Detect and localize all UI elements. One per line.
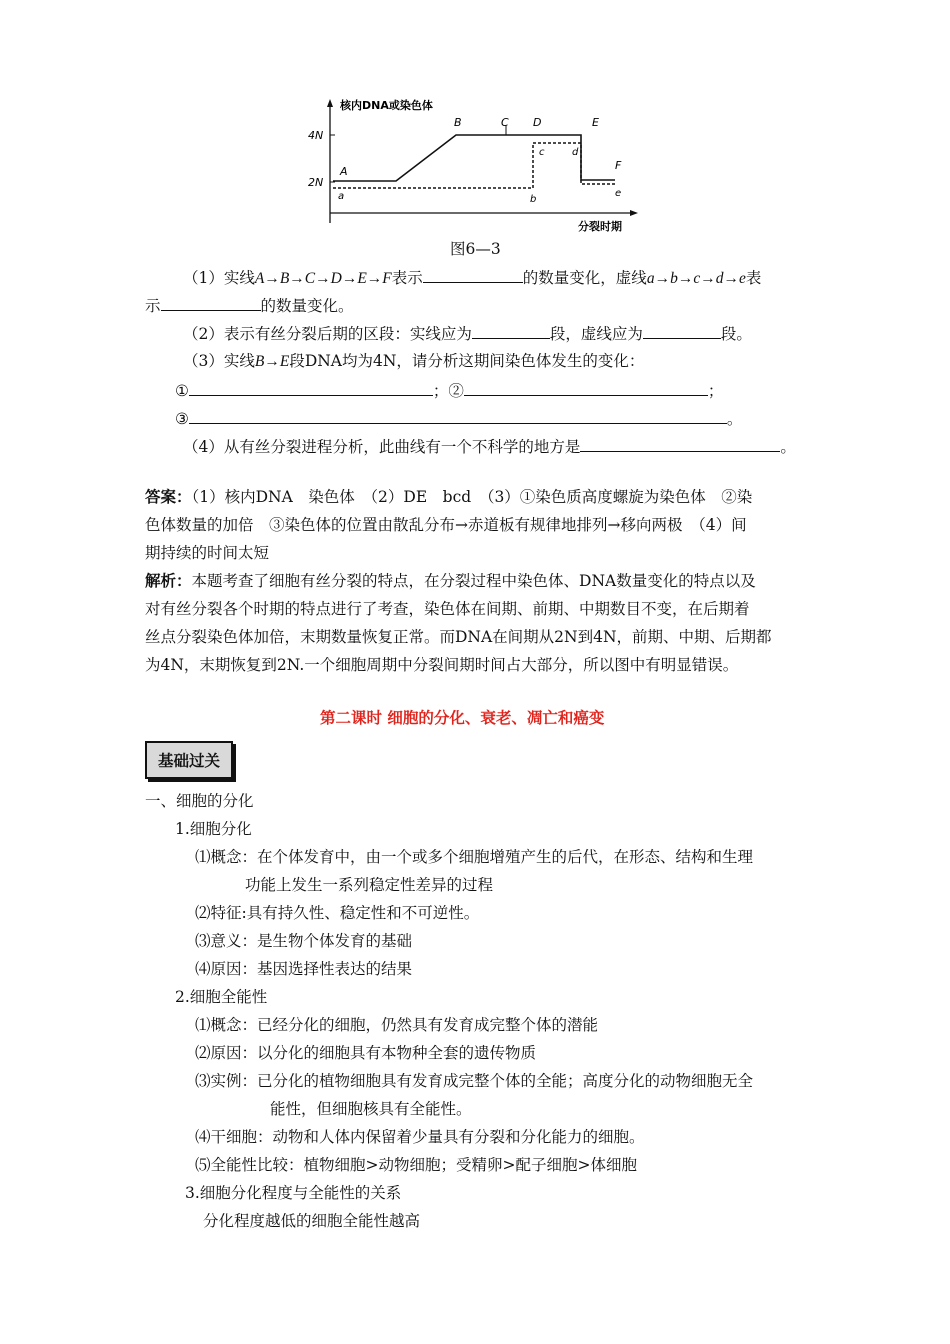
analysis-line4: 为4N，末期恢复到2N.一个细胞周期中分裂间期时间占大部分，所以图中有明显错误。 <box>145 656 739 674</box>
analysis-line1: 解析：本题考查了细胞有丝分裂的特点，在分裂过程中染色体、DNA数量变化的特点以及 <box>145 572 756 590</box>
outline-s1-1a: ⑴概念：在个体发育中，由一个或多个细胞增殖产生的后代，在形态、结构和生理 <box>195 848 754 866</box>
question-2: （2）表示有丝分裂后期的区段：实线应为 段，虚线应为 段。 <box>183 322 752 345</box>
point-c: c <box>539 147 545 158</box>
answer-line3: 期持续的时间太短 <box>145 544 270 562</box>
answer-blank-1b[interactable] <box>161 294 261 311</box>
outline-s3: 3.细胞分化程度与全能性的关系 <box>185 1184 402 1202</box>
outline-s1-2: ⑵特征:具有持久性、稳定性和不可逆性。 <box>195 904 480 922</box>
dna-chromosome-graph <box>300 95 640 240</box>
point-E: E <box>592 116 599 129</box>
question-3: （3）实线B→E段DNA均为4N，请分析这期间染色体发生的变化： <box>183 352 645 370</box>
y-axis-label: 核内DNA或染色体 <box>340 99 433 112</box>
point-b: b <box>530 194 537 205</box>
answer-blank-3b[interactable] <box>464 379 708 396</box>
outline-s2-3b: 能性，但细胞核具有全能性。 <box>270 1100 472 1118</box>
question-3-blanks-2: ③ 。 <box>175 407 742 430</box>
question-4: （4）从有丝分裂进程分析，此曲线有一个不科学的地方是 。 <box>183 435 796 458</box>
point-F: F <box>615 159 622 172</box>
outline-s2-3a: ⑶实例：已分化的植物细胞具有发育成完整个体的全能；高度分化的动物细胞无全 <box>195 1072 754 1090</box>
x-axis-arrow <box>630 210 638 216</box>
question-1-line1: （1）实线A→B→C→D→E→F表示 的数量变化，虚线a→b→c→d→e表 <box>183 266 761 290</box>
tick-4n: 4N <box>308 129 324 142</box>
point-B: B <box>454 116 462 129</box>
outline-s2-5: ⑸全能性比较：植物细胞>动物细胞；受精卵>配子细胞>体细胞 <box>195 1156 637 1174</box>
lesson-title: 第二课时 细胞的分化、衰老、凋亡和癌变 <box>320 709 605 727</box>
tick-2n: 2N <box>308 176 324 189</box>
answer-blank-4[interactable] <box>580 435 780 452</box>
solid-series <box>333 135 615 181</box>
answer-blank-2a[interactable] <box>472 322 550 339</box>
answer-blank-2b[interactable] <box>643 322 721 339</box>
outline-s2-4: ⑷干细胞：动物和人体内保留着少量具有分裂和分化能力的细胞。 <box>195 1128 645 1146</box>
point-e: e <box>615 188 622 199</box>
question-1-line2: 示 的数量变化。 <box>145 294 354 317</box>
section-box: 基础过关 <box>145 741 233 779</box>
answer-label: 答案： <box>145 488 192 506</box>
outline-s2-2: ⑵原因：以分化的细胞具有本物种全套的遗传物质 <box>195 1044 537 1062</box>
outline-s3-1: 分化程度越低的细胞全能性越高 <box>203 1212 421 1230</box>
analysis-label: 解析： <box>145 572 192 590</box>
x-axis-label: 分裂时期 <box>578 220 622 233</box>
answer-blank-3c[interactable] <box>189 407 727 424</box>
outline-s2-1: ⑴概念：已经分化的细胞，仍然具有发育成完整个体的潜能 <box>195 1016 599 1034</box>
point-a: a <box>338 191 345 202</box>
answer-line1: 答案：（1）核内DNA 染色体 （2）DE bcd （3）①染色质高度螺旋为染色体 ②染 <box>145 488 753 506</box>
outline-s1: 1.细胞分化 <box>175 820 252 838</box>
point-C: C <box>501 116 509 129</box>
analysis-line2: 对有丝分裂各个时期的特点进行了考查，染色体在间期、前期、中期数目不变，在后期着 <box>145 600 750 618</box>
answer-line2: 色体数量的加倍 ③染色体的位置由散乱分布→赤道板有规律地排列→移向两极 （4）间 <box>145 516 747 534</box>
outline-h1: 一、细胞的分化 <box>145 792 254 810</box>
point-A: A <box>340 165 348 178</box>
question-3-blanks-1: ① ；② ； <box>175 379 723 402</box>
figure-caption: 图6—3 <box>450 240 501 258</box>
answer-blank-1a[interactable] <box>423 266 523 283</box>
outline-s2: 2.细胞全能性 <box>175 988 268 1006</box>
outline-s1-3: ⑶意义：是生物个体发育的基础 <box>195 932 413 950</box>
point-d: d <box>572 147 579 158</box>
outline-s1-1b: 功能上发生一系列稳定性差异的过程 <box>245 876 494 894</box>
analysis-line3: 丝点分裂染色体加倍，末期数量恢复正常。而DNA在间期从2N到4N，前期、中期、后期都 <box>145 628 772 646</box>
y-axis-arrow <box>327 99 333 107</box>
answer-blank-3a[interactable] <box>189 379 433 396</box>
outline-s1-4: ⑷原因：基因选择性表达的结果 <box>195 960 413 978</box>
point-D: D <box>533 116 542 129</box>
